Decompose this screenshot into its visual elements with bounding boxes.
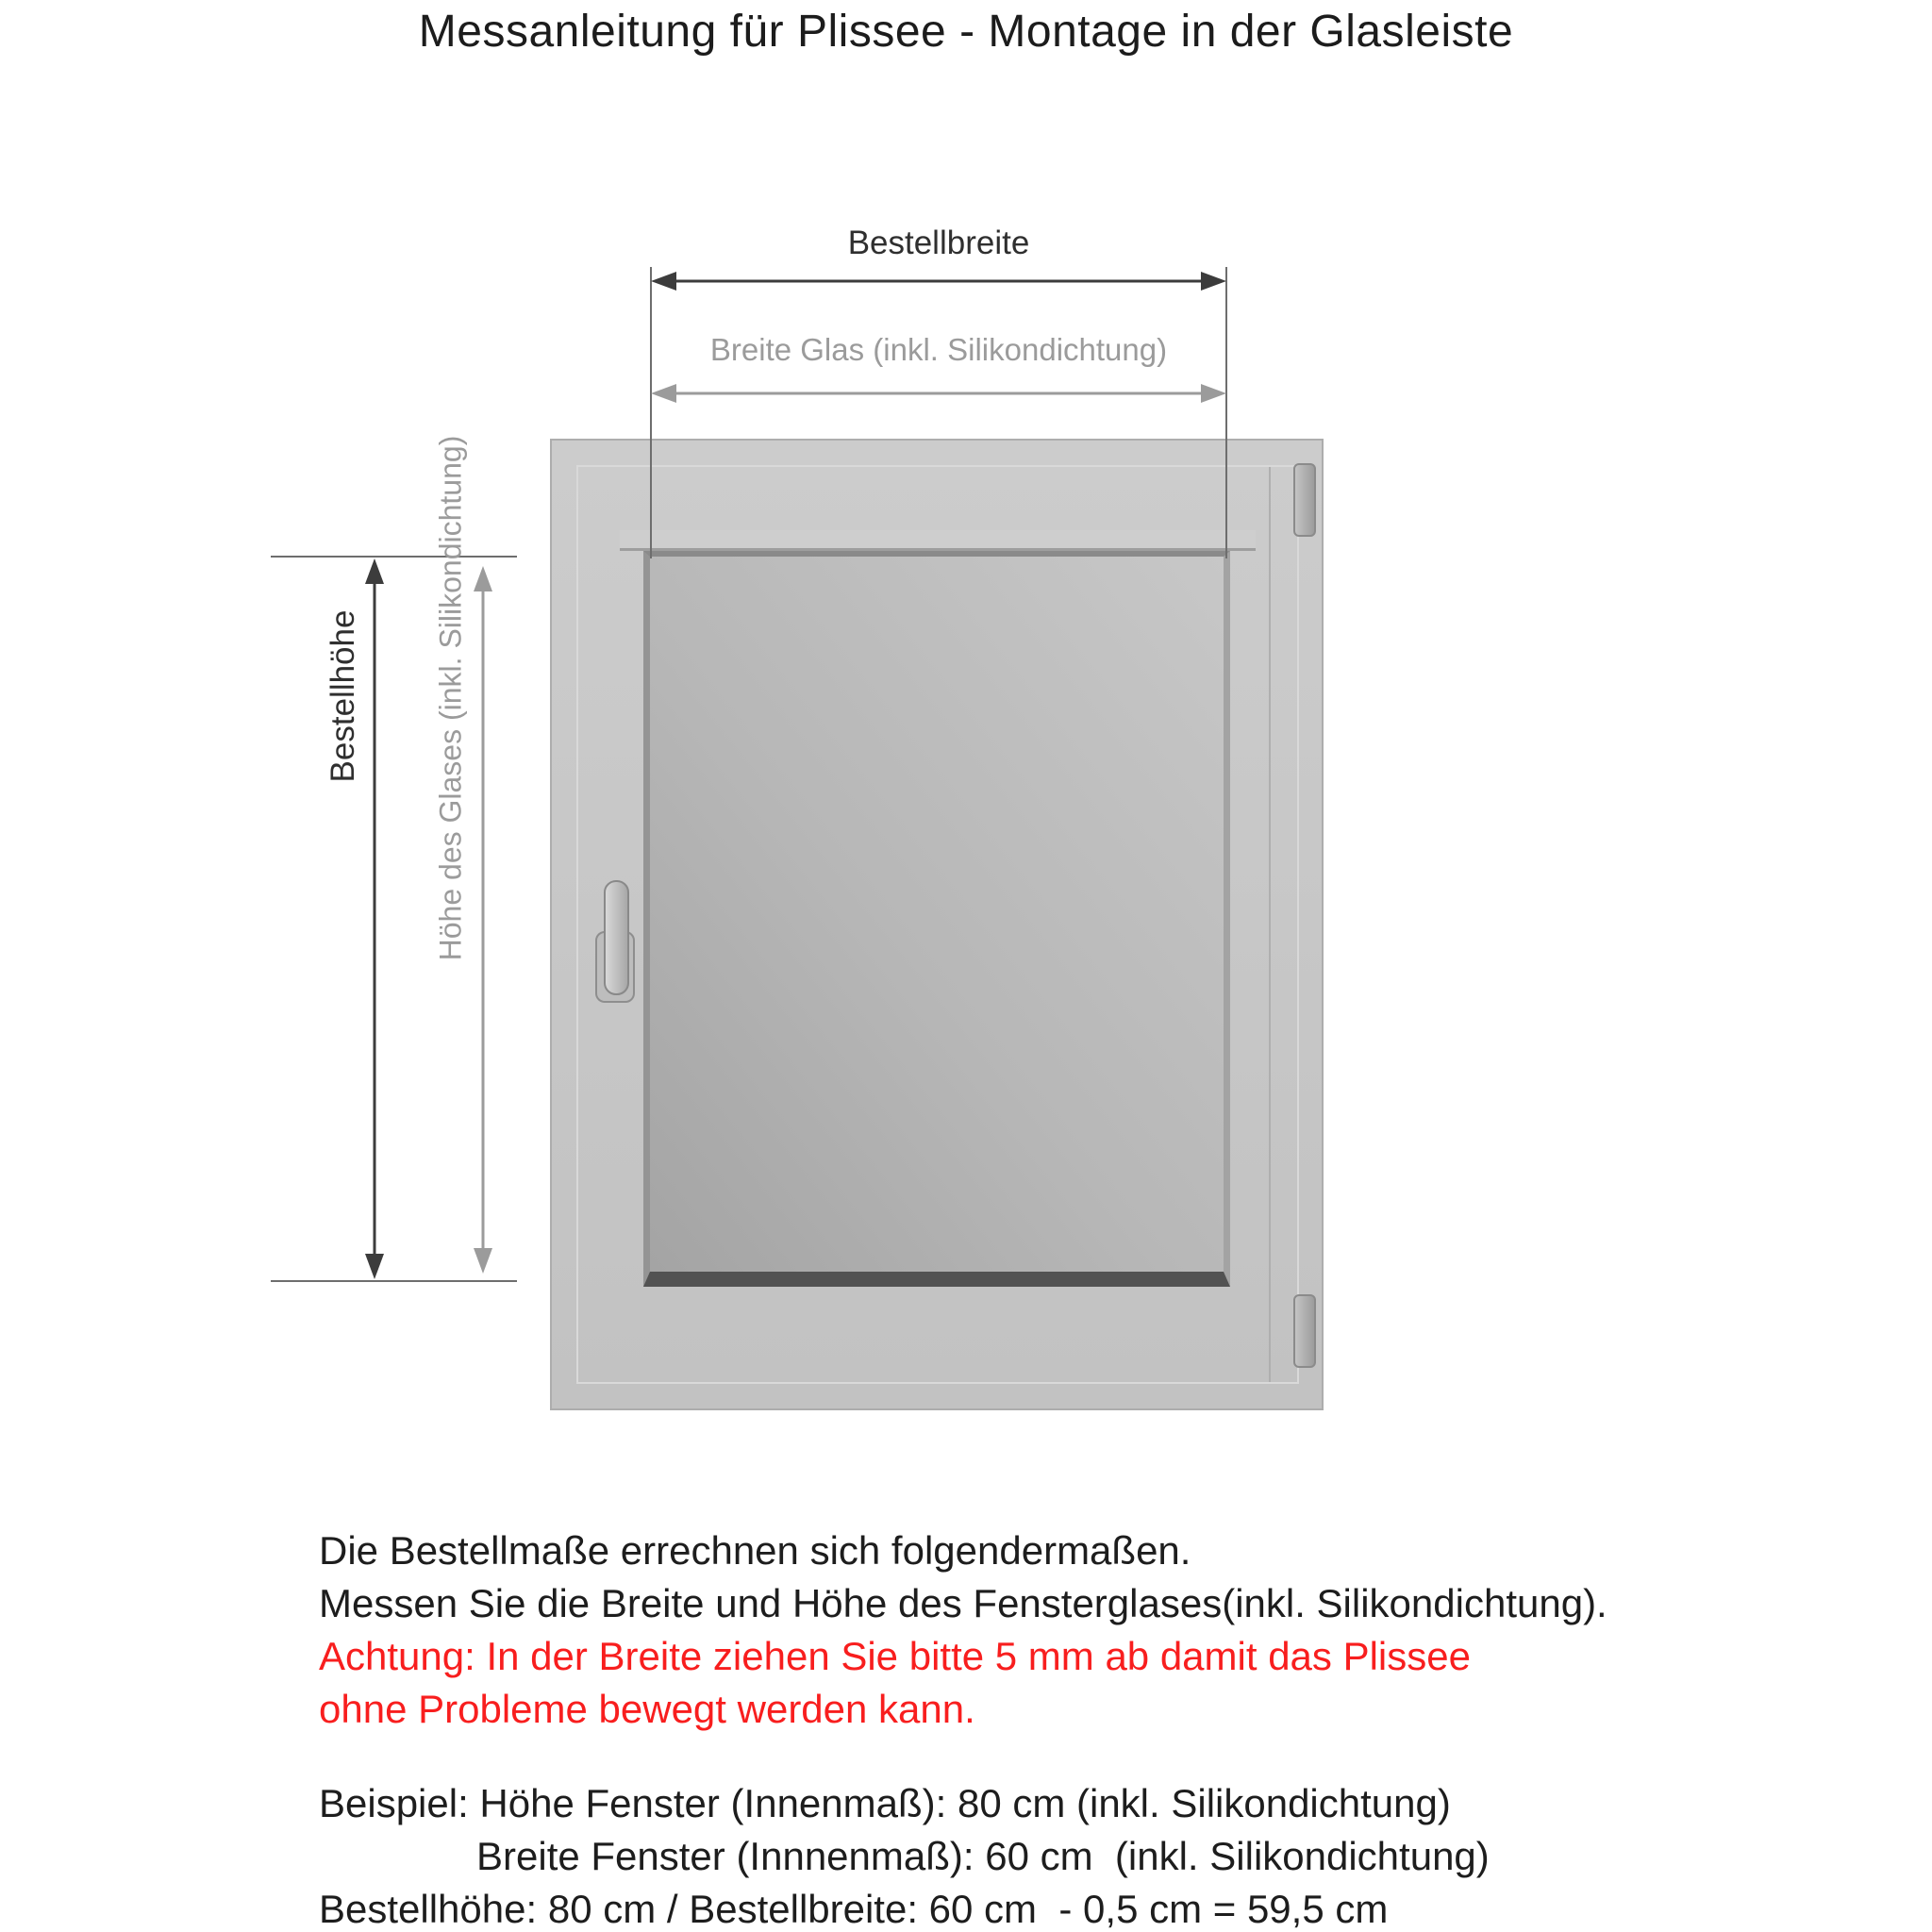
example-line: Breite Fenster (Innnenmaß): 60 cm (inkl. Silikondichtung) xyxy=(476,1834,1490,1878)
warning-line: Achtung: In der Breite ziehen Sie bitte 5 mm ab damit das Plissee xyxy=(319,1634,1471,1678)
example-line: Beispiel: Höhe Fenster (Innenmaß): 80 cm (inkl. Silikondichtung) xyxy=(319,1781,1451,1825)
instruction-line: Messen Sie die Breite und Höhe des Fensterglases(inkl. Silikondichtung). xyxy=(319,1581,1607,1625)
instructions-block xyxy=(319,1524,1607,1932)
extension-lines xyxy=(271,267,1226,1281)
warning-line: ohne Probleme bewegt werden kann. xyxy=(319,1687,975,1731)
glass-width-label: Breite Glas (inkl. Silikondichtung) xyxy=(709,332,1168,367)
order-height-label: Bestellhöhe xyxy=(325,609,361,783)
example-line: Bestellhöhe: 80 cm / Bestellbreite: 60 cm - 0,5 cm = 59,5 cm xyxy=(319,1887,1389,1931)
glass-width-arrow xyxy=(651,384,1226,403)
glass-height-label: Höhe des Glases (inkl. Silikondichtung) xyxy=(433,435,468,961)
page-title: Messanleitung für Plissee - Montage in der Glasleiste xyxy=(418,7,1514,57)
order-width-arrow xyxy=(651,272,1226,291)
order-width-label: Bestellbreite xyxy=(847,225,1030,261)
instruction-line: Die Bestellmaße errechnen sich folgendermaßen. xyxy=(319,1528,1191,1573)
glass-height-arrow xyxy=(474,566,492,1274)
order-height-arrow xyxy=(365,558,384,1279)
